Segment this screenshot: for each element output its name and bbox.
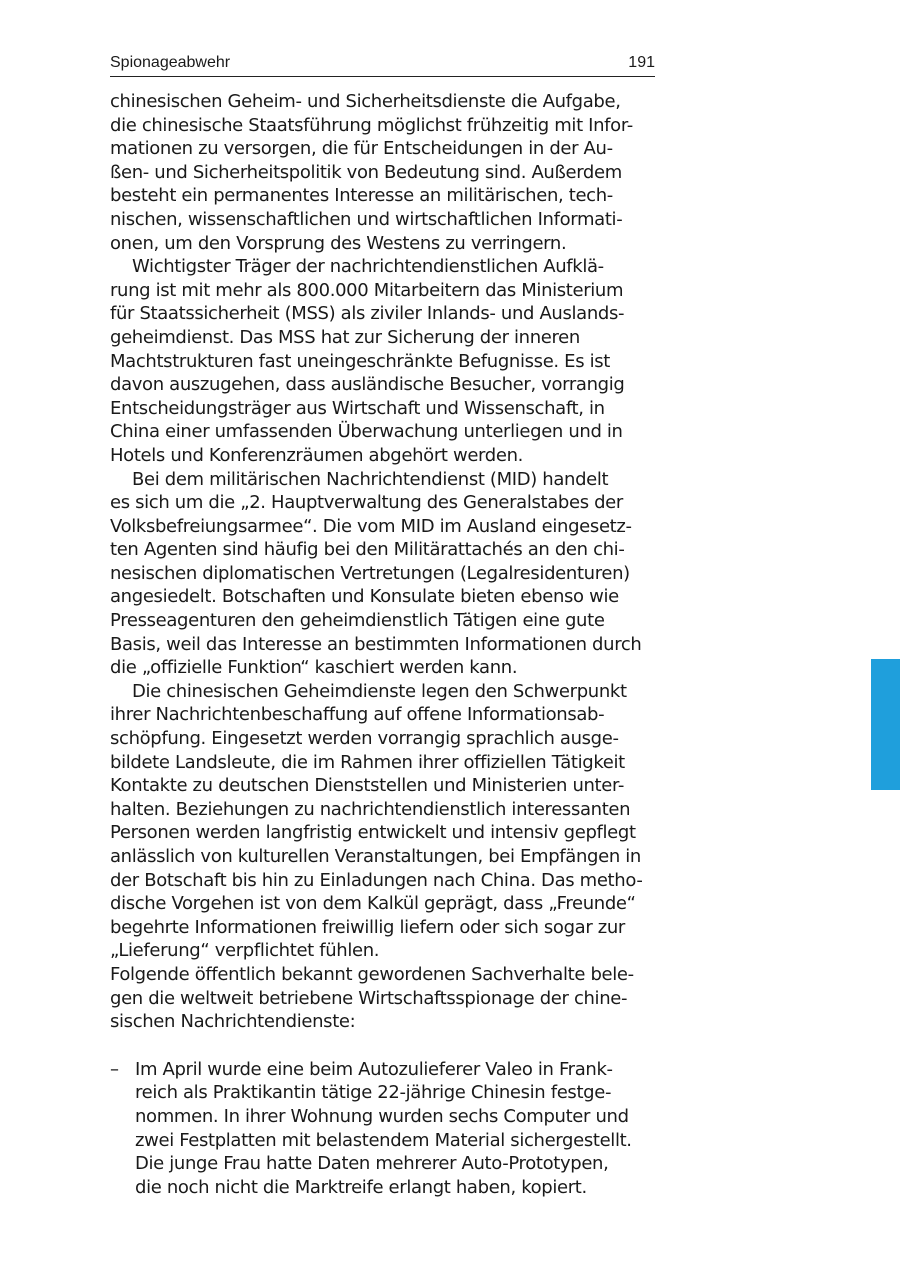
text-line: Entscheidungsträger aus Wirtschaft und Wissenschaft, in <box>110 397 605 419</box>
bullet-line-text: die noch nicht die Marktreife erlangt haben, kopiert. <box>135 1176 587 1198</box>
text-line: es sich um die „2. Hauptverwaltung des Generalstabes der <box>110 492 623 514</box>
text-line: begehrte Informationen freiwillig liefern oder sich sogar zur <box>110 916 625 938</box>
paragraph <box>110 680 655 963</box>
text-line: Wichtigster Träger der nachrichtendienstlichen Aufklä- <box>132 256 604 278</box>
bullet-text-line <box>110 1058 655 1082</box>
page-header <box>110 52 655 77</box>
paragraph <box>110 255 655 467</box>
text-line: Machtstrukturen fast uneingeschränkte Befugnisse. Es ist <box>110 350 610 372</box>
bullet-text-line <box>110 1081 655 1105</box>
text-line: onen, um den Vorsprung des Westens zu verringern. <box>110 232 567 254</box>
text-line: ihrer Nachrichtenbeschaffung auf offene Informationsab- <box>110 704 605 726</box>
text-line: Folgende öffentlich bekannt gewordenen Sachverhalte bele- <box>110 963 634 985</box>
bullet-line-text: zwei Festplatten mit belastendem Material sichergestellt. <box>135 1129 632 1151</box>
bullet-text-line <box>110 1105 655 1129</box>
text-line: gen die weltweit betriebene Wirtschaftsspionage der chine- <box>110 987 628 1009</box>
text-line: die „offizielle Funktion“ kaschiert werden kann. <box>110 657 518 679</box>
text-line: bildete Landsleute, die im Rahmen ihrer offiziellen Tätigkeit <box>110 751 625 773</box>
bullet-line-text: Die junge Frau hatte Daten mehrerer Auto-Prototypen, <box>135 1153 609 1175</box>
text-line: ten Agenten sind häufig bei den Militärattachés an den chi- <box>110 539 625 561</box>
text-line: nischen, wissenschaftlichen und wirtschaftlichen Informati- <box>110 208 623 230</box>
text-line: ßen- und Sicherheitspolitik von Bedeutung sind. Außerdem <box>110 161 622 183</box>
bullet-text-line <box>110 1152 655 1176</box>
text-line: davon auszugehen, dass ausländische Besucher, vorrangig <box>110 374 625 396</box>
text-line: Die chinesischen Geheimdienste legen den Schwerpunkt <box>132 680 627 702</box>
text-line: rung ist mit mehr als 800.000 Mitarbeitern das Ministerium <box>110 279 624 301</box>
text-line: „Lieferung“ verpflichtet fühlen. <box>110 940 380 962</box>
text-line: Kontakte zu deutschen Dienststellen und Ministerien unter- <box>110 775 625 797</box>
text-line: Volksbefreiungsarmee“. Die vom MID im Ausland eingesetz- <box>110 515 632 537</box>
text-line: dische Vorgehen ist von dem Kalkül geprägt, dass „Freunde“ <box>110 893 636 915</box>
bullet-text-line <box>110 1129 655 1153</box>
text-line: chinesischen Geheim- und Sicherheitsdienste die Aufgabe, <box>110 91 621 112</box>
text-line: sischen Nachrichtendienste: <box>110 1011 356 1033</box>
text-line: geheimdienst. Das MSS hat zur Sicherung der inneren <box>110 326 580 348</box>
text-line: für Staatssicherheit (MSS) als ziviler Inlands- und Auslands- <box>110 303 625 325</box>
body-text <box>110 90 655 1199</box>
text-line: die chinesische Staatsführung möglichst frühzeitig mit Infor- <box>110 114 633 136</box>
page-number: 191 <box>628 54 655 71</box>
text-line: besteht ein permanentes Interesse an militärischen, tech- <box>110 185 613 207</box>
bullet-line-text: reich als Praktikantin tätige 22-jährige Chinesin festge- <box>135 1082 612 1104</box>
bullet-text-line <box>110 1176 655 1200</box>
text-line: Basis, weil das Interesse an bestimmten Informationen durch <box>110 633 642 655</box>
chapter-thumb-tab <box>871 659 900 790</box>
running-title: Spionageabwehr <box>110 54 231 71</box>
text-line: anlässlich von kulturellen Veranstaltungen, bei Empfängen in <box>110 846 641 867</box>
text-line: China einer umfassenden Überwachung unterliegen und in <box>110 421 623 443</box>
text-line: nesischen diplomatischen Vertretungen (Legalresidenturen) <box>110 562 630 584</box>
text-line: halten. Beziehungen zu nachrichtendienstlich interessanten <box>110 798 631 820</box>
paragraph <box>110 963 655 1034</box>
text-line: schöpfung. Eingesetzt werden vorrangig sprachlich ausge- <box>110 728 619 750</box>
bullet-dash: – <box>110 1058 119 1080</box>
bullet-line-text: nommen. In ihrer Wohnung wurden sechs Computer und <box>135 1105 629 1127</box>
text-line: Presseagenturen den geheimdienstlich Tätigen eine gute <box>110 610 605 632</box>
text-line: angesiedelt. Botschaften und Konsulate bieten ebenso wie <box>110 586 619 608</box>
text-line: mationen zu versorgen, die für Entscheidungen in der Au- <box>110 138 613 160</box>
text-line: Bei dem militärischen Nachrichtendienst (MID) handelt <box>132 468 609 490</box>
text-line: Hotels und Konferenzräumen abgehört werden. <box>110 444 524 466</box>
text-line: Personen werden langfristig entwickelt und intensiv gepflegt <box>110 822 636 844</box>
text-line: der Botschaft bis hin zu Einladungen nach China. Das metho- <box>110 869 643 891</box>
bullet-list-item <box>110 1058 655 1200</box>
bullet-line-text: Im April wurde eine beim Autozulieferer Valeo in Frank- <box>135 1058 613 1080</box>
paragraph <box>110 468 655 680</box>
paragraph <box>110 90 655 255</box>
list-spacer <box>110 1034 655 1058</box>
